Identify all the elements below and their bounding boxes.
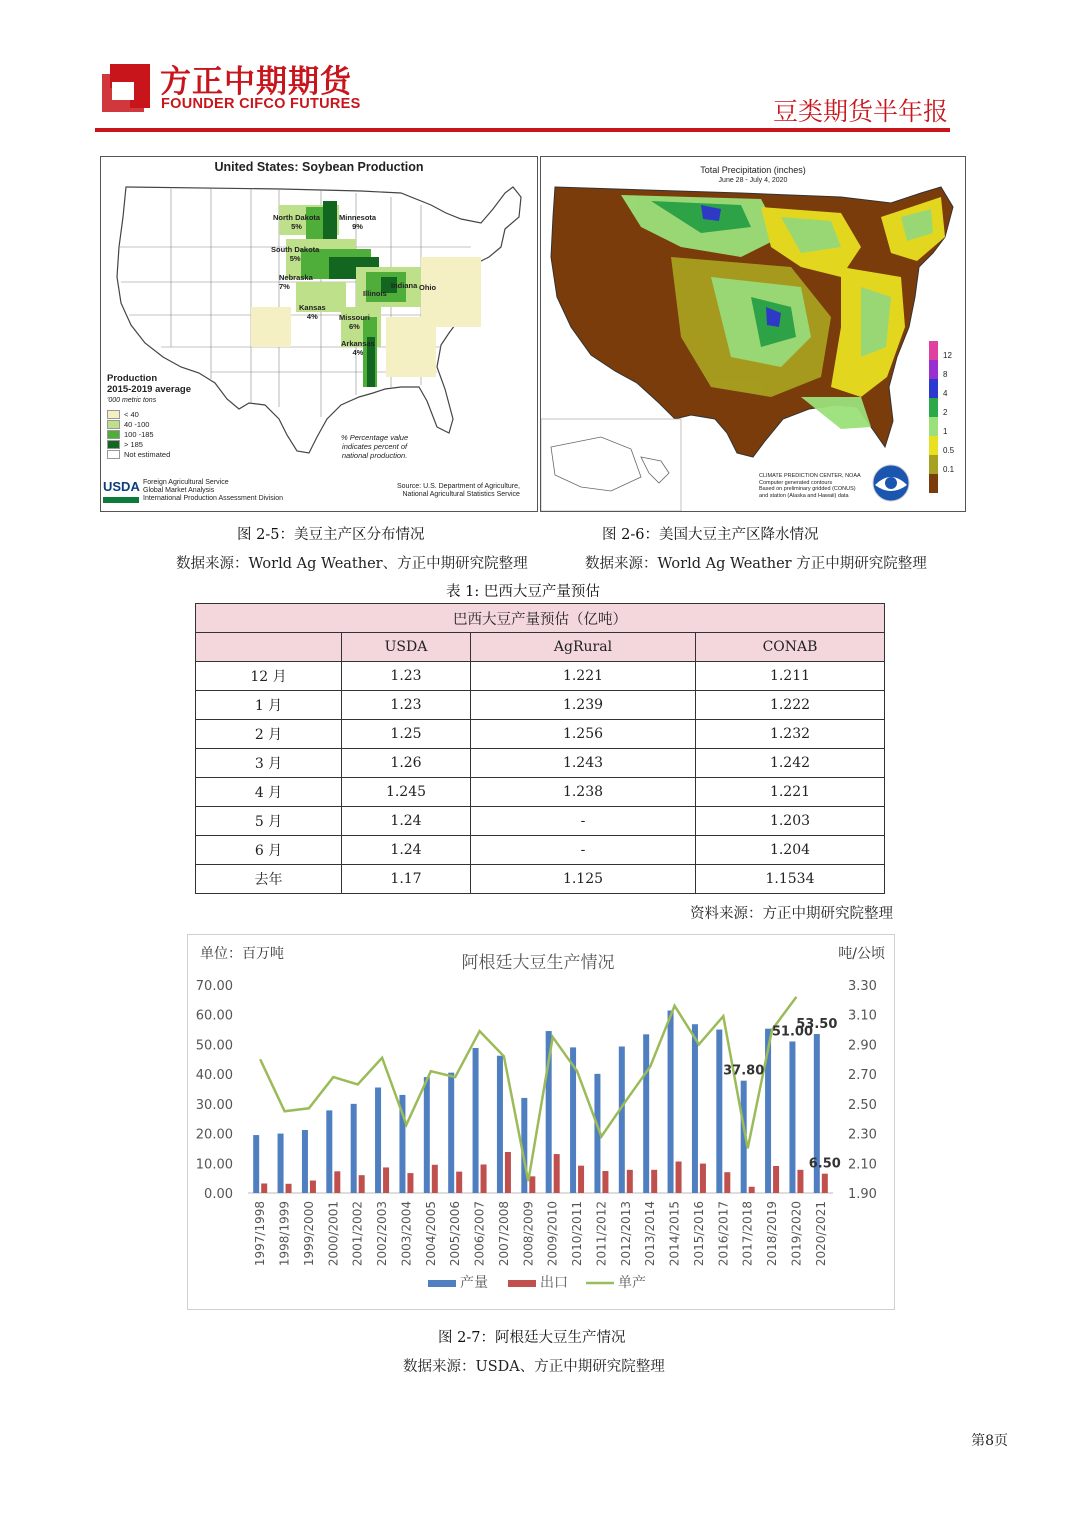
table-cell: 1.23 (342, 662, 471, 691)
legend-label: 0.1 (943, 465, 955, 474)
map2-legend (929, 341, 954, 493)
legend-swatch (929, 379, 938, 398)
export-bar (797, 1170, 803, 1193)
table-cell: 1.256 (471, 720, 696, 749)
map1-legend-item (107, 409, 170, 419)
table-row (196, 662, 885, 691)
map2-title: Total Precipitation (inches) (700, 165, 806, 175)
production-bar (668, 1011, 674, 1193)
export-bar (627, 1170, 633, 1193)
legend-swatch (929, 455, 938, 474)
x-tick-label: 2020/2021 (813, 1201, 828, 1267)
export-bar (310, 1181, 316, 1193)
export-bar (700, 1164, 706, 1193)
x-tick-label: 2007/2008 (496, 1201, 511, 1267)
legend-label: 12 (943, 351, 952, 360)
map1-legend-item (107, 439, 170, 449)
x-tick-label: 2000/2001 (326, 1201, 341, 1267)
map2-legend-item (929, 436, 954, 455)
table-row-label: 3 月 (196, 749, 342, 778)
table-source: 资料来源：方正中期研究院整理 (690, 906, 893, 922)
noaa-logo-icon (871, 463, 911, 503)
table-row-label: 4 月 (196, 778, 342, 807)
left-tick-label: 50.00 (195, 1038, 233, 1054)
fig26-caption: 图 2-6：美国大豆主产区降水情况 (602, 527, 819, 543)
brazil-yield-table (195, 603, 885, 894)
legend-swatch (929, 398, 938, 417)
production-bar (643, 1034, 649, 1193)
table-cell: 1.1534 (696, 865, 885, 894)
production-bar (692, 1024, 698, 1193)
data-label: 51.00 (771, 1024, 813, 1040)
right-tick-label: 1.90 (848, 1187, 877, 1202)
chart-right-axis-unit: 吨/公顷 (838, 946, 885, 962)
data-label: 6.50 (808, 1156, 841, 1172)
export-bar (676, 1162, 682, 1193)
legend-swatch (929, 436, 938, 455)
table-cell: 1.242 (696, 749, 885, 778)
state-label-south-dakota: South Dakota 5% (271, 245, 320, 263)
left-tick-label: 20.00 (195, 1127, 233, 1143)
table1-caption: 表 1: 巴西大豆产量预估 (446, 584, 600, 600)
map2-legend-item (929, 341, 954, 360)
legend-label: 1 (943, 427, 948, 436)
table-cell: 1.25 (342, 720, 471, 749)
production-bar (619, 1047, 625, 1193)
export-bar (456, 1172, 462, 1193)
usda-logo: USDA (103, 479, 140, 494)
table-header-conab: CONAB (696, 633, 885, 662)
export-bar (359, 1175, 365, 1193)
table-cell: 1.17 (342, 865, 471, 894)
table-header-agrural: AgRural (471, 633, 696, 662)
fig25-caption: 图 2-5：美豆主产区分布情况 (237, 527, 425, 543)
table-header-empty (196, 633, 342, 662)
x-tick-label: 2004/2005 (423, 1201, 438, 1267)
table-cell: 1.245 (342, 778, 471, 807)
state-label-kansas: Kansas 4% (299, 303, 326, 321)
chart-title: 阿根廷大豆生产情况 (461, 953, 615, 973)
table-row-label: 5 月 (196, 807, 342, 836)
production-bar (302, 1130, 308, 1193)
x-tick-label: 2005/2006 (448, 1201, 463, 1267)
map2-legend-item (929, 455, 954, 474)
legend-swatch (107, 430, 120, 439)
table-cell: 1.24 (342, 836, 471, 865)
precipitation-map (540, 156, 966, 512)
table-cell: 1.211 (696, 662, 885, 691)
header-divider (95, 128, 950, 132)
x-tick-label: 2001/2002 (350, 1201, 365, 1267)
state-label-illinois: Illinois (363, 289, 387, 298)
production-bar (789, 1041, 795, 1193)
x-tick-label: 2006/2007 (472, 1201, 487, 1267)
table-cell: 1.243 (471, 749, 696, 778)
legend-swatch (929, 360, 938, 379)
table-cell: 1.26 (342, 749, 471, 778)
map1-note: % Percentage value indicates percent of national production. (341, 433, 409, 460)
table-row-label: 12 月 (196, 662, 342, 691)
table-cell: 1.222 (696, 691, 885, 720)
x-tick-label: 2019/2020 (789, 1201, 804, 1267)
map2-credit: CLIMATE PREDICTION CENTER, NOAA Computer generated contours Based on preliminary gridded (CONUS) and station (Alaska and Hawaii) data (759, 473, 861, 499)
right-tick-label: 2.70 (848, 1068, 877, 1084)
production-bar (326, 1110, 332, 1193)
production-bar (473, 1048, 479, 1193)
production-bar (351, 1104, 357, 1193)
usda-logo-bar (103, 497, 139, 503)
table-cell: 1.238 (471, 778, 696, 807)
state-label-indiana: Indiana (391, 281, 418, 290)
right-tick-label: 3.30 (848, 979, 877, 994)
export-bar (822, 1174, 828, 1193)
x-tick-label: 2017/2018 (740, 1201, 755, 1267)
legend-label: 40 -100 (124, 419, 150, 429)
table-row (196, 720, 885, 749)
export-bar (529, 1176, 535, 1193)
table-row (196, 778, 885, 807)
x-tick-label: 2002/2003 (375, 1201, 390, 1267)
export-bar (383, 1167, 389, 1193)
x-tick-label: 2009/2010 (545, 1201, 560, 1267)
table-cell: 1.239 (471, 691, 696, 720)
soybean-production-map (100, 156, 538, 512)
table-cell: 1.232 (696, 720, 885, 749)
legend-label: 100 -185 (124, 429, 154, 439)
x-tick-label: 2014/2015 (667, 1201, 682, 1267)
production-bar (424, 1077, 430, 1193)
legend-swatch (929, 417, 938, 436)
export-bar (432, 1165, 438, 1193)
map2-legend-item (929, 398, 954, 417)
table-row (196, 691, 885, 720)
legend-label: 0.5 (943, 446, 955, 455)
export-bar (505, 1152, 511, 1193)
chart-left-axis-unit: 单位：百万吨 (200, 946, 284, 962)
table-header-usda: USDA (342, 633, 471, 662)
map2-legend-item (929, 417, 954, 436)
right-tick-label: 2.50 (848, 1097, 877, 1113)
report-title: 豆类期货半年报 (772, 97, 948, 126)
legend-label: 4 (943, 389, 948, 398)
legend-swatch (107, 450, 120, 459)
map1-source: Source: U.S. Department of Agriculture, National Agricultural Statistics Service (397, 483, 520, 498)
yield-line (260, 997, 796, 1181)
table-cell: 1.24 (342, 807, 471, 836)
export-bar (749, 1187, 755, 1193)
fig25-source: 数据来源：World Ag Weather、方正中期研究院整理 (176, 556, 528, 572)
table-cell: 1.221 (696, 778, 885, 807)
legend-label: Not estimated (124, 449, 171, 459)
export-bar (261, 1183, 267, 1193)
export-bar (578, 1166, 584, 1193)
table-cell: 1.221 (471, 662, 696, 691)
table-title: 巴西大豆产量预估（亿吨） (196, 604, 885, 633)
left-tick-label: 60.00 (195, 1008, 233, 1024)
x-tick-label: 1999/2000 (301, 1201, 316, 1267)
state-label-north-dakota: North Dakota 5% (273, 213, 321, 231)
x-tick-label: 2008/2009 (521, 1201, 536, 1267)
table-row-label: 6 月 (196, 836, 342, 865)
export-bar (407, 1173, 413, 1193)
map1-legend-title: Production 2015-2019 average (107, 373, 191, 395)
state-label-missouri: Missouri 6% (339, 313, 370, 331)
map1-legend (107, 409, 170, 459)
left-tick-label: 10.00 (195, 1157, 233, 1173)
map1-legend-unit: '000 metric tons (107, 397, 157, 404)
legend-swatch (929, 341, 938, 360)
table-cell: 1.23 (342, 691, 471, 720)
right-tick-label: 3.10 (848, 1008, 877, 1024)
x-tick-label: 2012/2013 (618, 1201, 633, 1267)
legend-label: 产量 (460, 1275, 488, 1291)
map1-title: United States: Soybean Production (214, 160, 424, 174)
company-name-cn: 方正中期期货 (160, 64, 352, 100)
legend-swatch (929, 474, 938, 493)
export-bar (651, 1170, 657, 1193)
map2-legend-item (929, 379, 954, 398)
x-tick-label: 2018/2019 (765, 1201, 780, 1267)
legend-swatch (508, 1280, 536, 1287)
table-row (196, 836, 885, 865)
fig27-source: 数据来源：USDA、方正中期研究院整理 (403, 1359, 665, 1375)
x-tick-label: 1998/1999 (277, 1201, 292, 1267)
legend-swatch (107, 410, 120, 419)
left-tick-label: 0.00 (204, 1187, 233, 1202)
table-cell: 1.204 (696, 836, 885, 865)
map1-legend-item (107, 449, 170, 459)
table-row-label: 2 月 (196, 720, 342, 749)
production-bar (278, 1134, 284, 1193)
production-bar (375, 1088, 381, 1193)
chart-svg (188, 935, 894, 1309)
state-label-minnesota: Minnesota 9% (339, 213, 377, 231)
fig26-source: 数据来源：World Ag Weather 方正中期研究院整理 (585, 556, 927, 572)
table-cell: 1.203 (696, 807, 885, 836)
argentina-soybean-chart (187, 934, 895, 1310)
export-bar (554, 1154, 560, 1193)
export-bar (724, 1172, 730, 1193)
production-bar (716, 1030, 722, 1193)
x-tick-label: 1997/1998 (253, 1201, 268, 1267)
table-row (196, 749, 885, 778)
table-title-row (196, 604, 885, 633)
x-tick-label: 2015/2016 (691, 1201, 706, 1267)
left-tick-label: 70.00 (195, 979, 233, 994)
legend-label: > 185 (124, 439, 143, 449)
table-cell: 1.125 (471, 865, 696, 894)
usda-credit: Foreign Agricultural Service Global Market Analysis International Production Assessment Division (143, 479, 284, 502)
map2-subtitle: June 28 - July 4, 2020 (718, 177, 788, 184)
left-tick-label: 40.00 (195, 1068, 233, 1084)
export-bar (481, 1164, 487, 1193)
production-bar (448, 1073, 454, 1193)
map1-legend-item (107, 419, 170, 429)
legend-label: < 40 (124, 409, 139, 419)
table-cell: - (471, 836, 696, 865)
table-row (196, 807, 885, 836)
legend-label: 单产 (618, 1275, 646, 1291)
data-label: 53.50 (796, 1017, 838, 1033)
x-tick-label: 2016/2017 (716, 1201, 731, 1267)
data-label: 37.80 (723, 1063, 765, 1079)
export-bar (773, 1166, 779, 1193)
table-cell: - (471, 807, 696, 836)
state-label-arkansas: Arkansas 4% (341, 339, 375, 357)
x-tick-label: 2013/2014 (643, 1201, 658, 1267)
x-tick-label: 2003/2004 (399, 1201, 414, 1267)
production-bar (253, 1135, 259, 1193)
legend-swatch (107, 440, 120, 449)
fig27-caption: 图 2-7：阿根廷大豆生产情况 (438, 1330, 626, 1346)
table-row-label: 1 月 (196, 691, 342, 720)
right-tick-label: 2.90 (848, 1038, 877, 1054)
table-header-row (196, 633, 885, 662)
production-bar (497, 1056, 503, 1193)
legend-swatch (428, 1280, 456, 1287)
legend-label: 8 (943, 370, 948, 379)
map2-legend-item (929, 360, 954, 379)
export-bar (286, 1184, 292, 1193)
export-bar (602, 1171, 608, 1193)
left-tick-label: 30.00 (195, 1097, 233, 1113)
company-name-en: FOUNDER CIFCO FUTURES (161, 96, 361, 112)
table-row-label: 去年 (196, 865, 342, 894)
x-tick-label: 2010/2011 (570, 1201, 585, 1267)
export-bar (334, 1171, 340, 1193)
state-label-nebraska: Nebraska 7% (279, 273, 313, 291)
legend-swatch (107, 420, 120, 429)
page-number: 第8页 (971, 1433, 1008, 1449)
right-tick-label: 2.10 (848, 1157, 877, 1173)
state-label-ohio: Ohio (419, 283, 437, 292)
legend-label: 2 (943, 408, 948, 417)
map1-legend-item (107, 429, 170, 439)
x-tick-label: 2011/2012 (594, 1201, 609, 1267)
company-logo-mark (100, 60, 152, 112)
map2-legend-item (929, 474, 954, 493)
legend-label: 出口 (540, 1275, 568, 1291)
table-row (196, 865, 885, 894)
right-tick-label: 2.30 (848, 1127, 877, 1143)
